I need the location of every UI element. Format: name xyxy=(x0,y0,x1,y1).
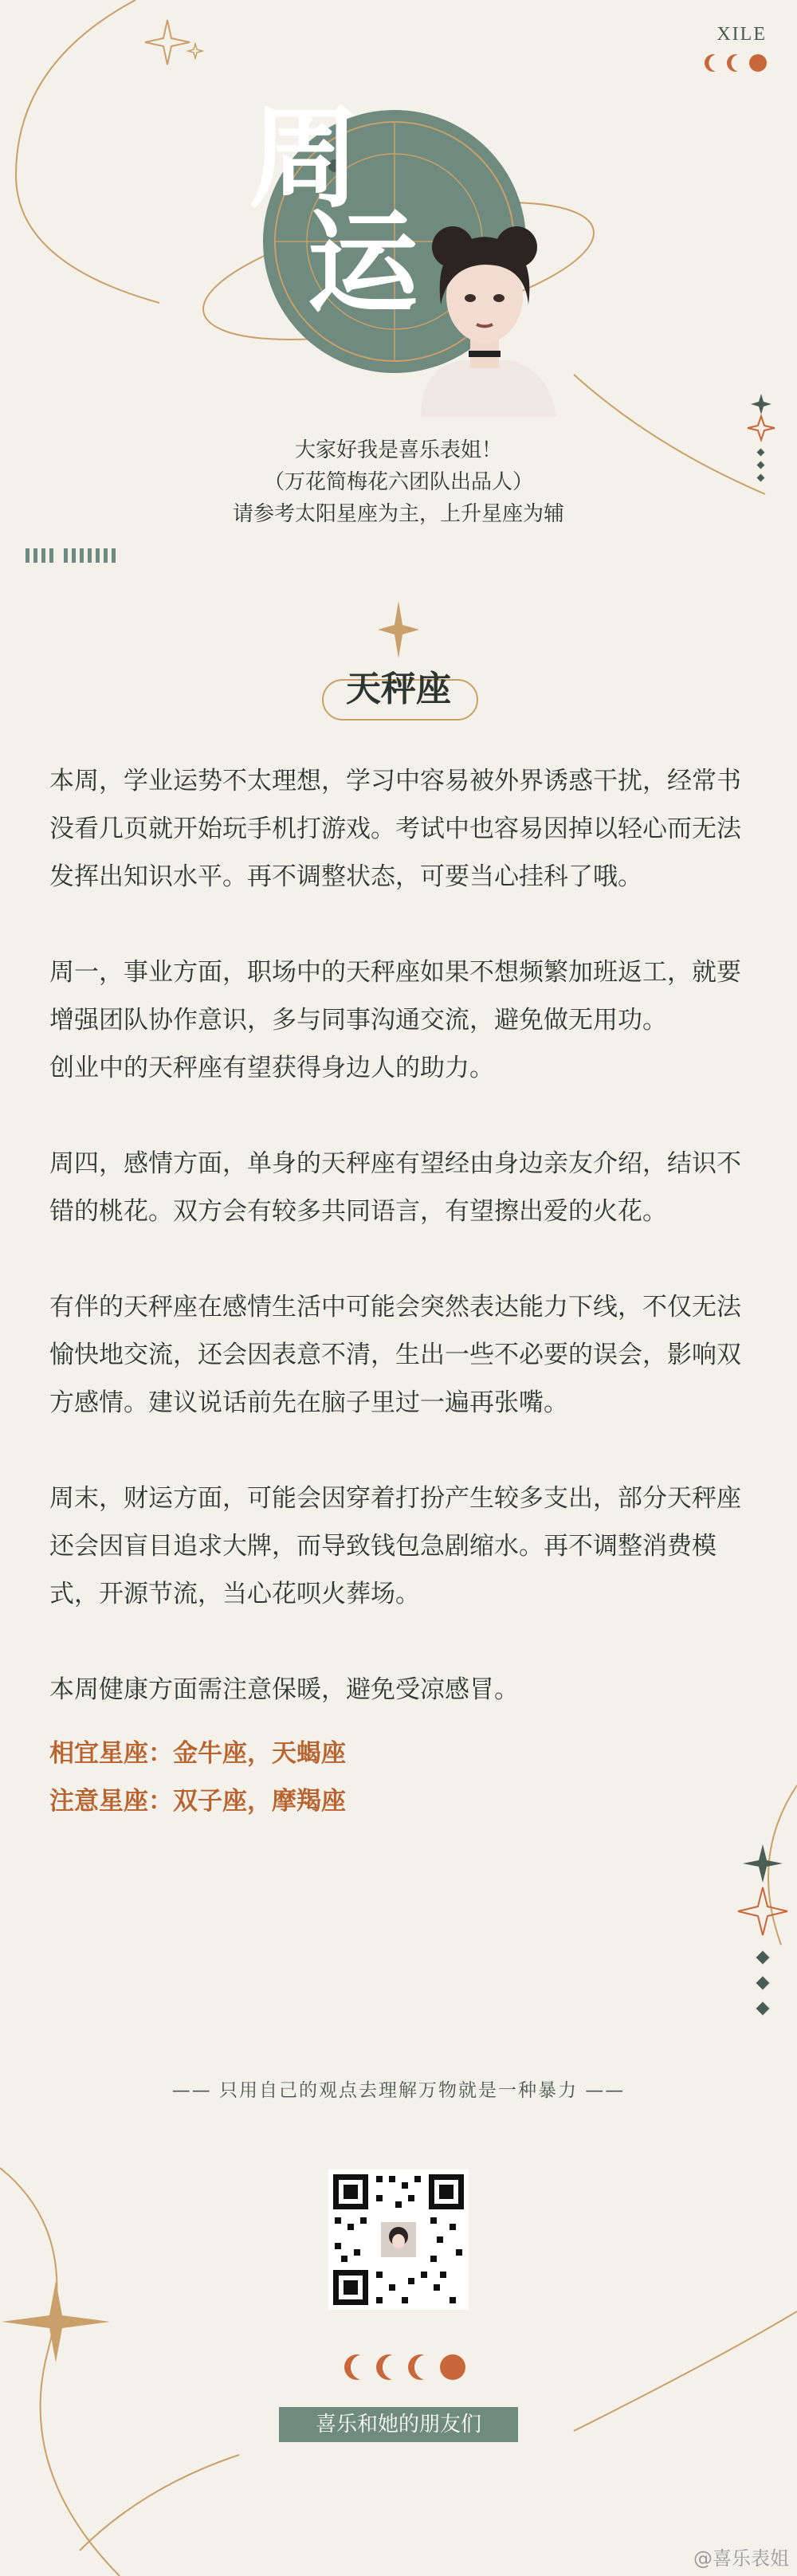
brand-label: XILE xyxy=(717,24,767,45)
moon-phase-icon xyxy=(344,2354,370,2380)
quote-line: —— 只用自己的观点去理解万物就是一种暴力 —— xyxy=(171,2080,626,2101)
footer-tag: 喜乐和她的朋友们 xyxy=(279,2407,518,2442)
moon-phase-icon xyxy=(749,54,767,72)
moon-phase-icon xyxy=(440,2354,465,2380)
watermark: @喜乐表姐 xyxy=(693,2547,789,2570)
moon-phase-icon xyxy=(408,2354,434,2380)
paragraph-career: 周一，事业方面，职场中的天秤座如果不想频繁加班返工，就要增强团队协作意识，多与同事沟通交流，避免做无用功。 xyxy=(49,958,741,1035)
hero-title-char: 运 xyxy=(307,199,419,329)
paragraph-study: 本周，学业运势不太理想，学习中容易被外界诱惑干扰，经常书没看几页就开始玩手机打游戏。考试中也容易因掉以轻心而无法发挥出知识水平。再不调整状态，可要当心挂科了哦。 xyxy=(49,767,741,891)
qr-code xyxy=(328,2170,469,2310)
compatible-signs: 相宜星座：金牛座，天蝎座 xyxy=(49,1739,346,1768)
paragraph-love-partnered: 有伴的天秤座在感情生活中可能会突然表达能力下线，不仅无法愉快地交流，还会因表意不清，生出一些不必要的误会，影响双方感情。建议说话前先在脑子里过一遍再张嘴。 xyxy=(49,1293,741,1417)
intro-line: （万花简梅花六团队出品人） xyxy=(263,470,533,494)
paragraph-love-single: 周四，感情方面，单身的天秤座有望经由身边亲友介绍，结识不错的桃花。双方会有较多共同语言，有望擦出爱的火花。 xyxy=(49,1149,741,1226)
sign-title: 天秤座 xyxy=(346,669,451,709)
four-point-star-icon xyxy=(376,599,421,660)
avatar-illustration xyxy=(405,209,564,416)
moon-phase-icon xyxy=(705,54,722,72)
intro-line: 大家好我是喜乐表姐！ xyxy=(294,438,502,462)
sparkle-icon xyxy=(143,16,207,72)
paragraph-health: 本周健康方面需注意保暖，避免受凉感冒。 xyxy=(49,1675,519,1704)
intro-block xyxy=(0,434,797,530)
paragraph-startup: 创业中的天秤座有望获得身边人的助力。 xyxy=(49,1054,494,1082)
moon-phase-icon xyxy=(727,54,744,72)
moon-phases xyxy=(344,2354,465,2380)
barcode-decoration xyxy=(26,548,116,563)
moon-phases xyxy=(705,54,767,72)
caution-signs: 注意星座：双子座，摩羯座 xyxy=(49,1787,346,1816)
four-point-star-icon xyxy=(735,1841,791,2032)
horoscope-content xyxy=(49,757,751,1825)
intro-line: 请参考太阳星座为主，上升星座为辅 xyxy=(232,502,564,526)
four-point-star-icon xyxy=(0,2278,112,2366)
hero-title-char: 周 xyxy=(249,94,361,224)
moon-phase-icon xyxy=(376,2354,402,2380)
paragraph-finance: 周末，财运方面，可能会因穿着打扮产生较多支出，部分天秤座还会因盲目追求大牌，而导致钱包急剧缩水。再不调整消费模式，开源节流，当心花呗火葬场。 xyxy=(49,1484,741,1608)
